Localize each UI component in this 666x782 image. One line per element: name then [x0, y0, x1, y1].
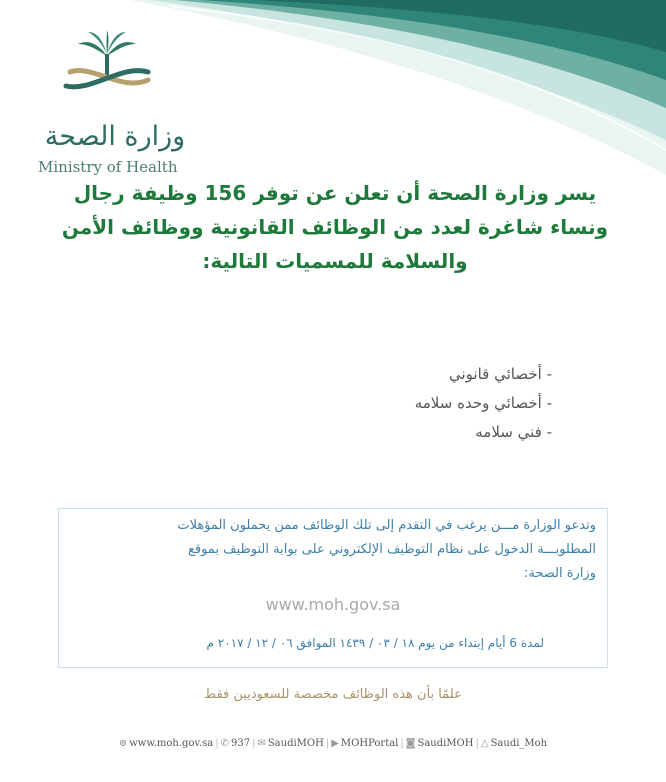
footer-contacts: [40, 738, 626, 749]
footer-twitter-label: SaudiMOH: [267, 738, 324, 749]
notice-website-link[interactable]: www.moh.gov.sa: [265, 595, 401, 614]
job-title-item: - أخصائي قانوني: [449, 365, 552, 383]
instagram-icon: ◙: [405, 738, 416, 749]
footer-instagram[interactable]: [406, 738, 474, 749]
logo-arabic-name: وزارة الصحة: [44, 121, 186, 152]
footer-website[interactable]: [119, 738, 213, 749]
twitter-icon: ✉: [257, 738, 266, 749]
headline-line: ونساء شاغرة لعدد من الوظائف القانونية ووظائف الأمن: [61, 215, 609, 239]
footer-divider: |: [252, 738, 256, 749]
saudi-only-note: علمًا بأن هذه الوظائف مخصصة للسعوديين فقط: [204, 687, 462, 702]
footer-phone[interactable]: [221, 738, 250, 749]
job-title-item: - أخصائي وحده سلامه: [414, 394, 552, 412]
announcement-headline: [40, 176, 630, 278]
footer-twitter[interactable]: [257, 738, 323, 749]
footer-divider: |: [325, 738, 330, 749]
notice-line: وزارة الصحة:: [524, 566, 596, 581]
footer-youtube-label: MOHPortal: [340, 738, 399, 749]
snapchat-icon: △: [480, 738, 489, 749]
footer-phone-label: 937: [230, 738, 251, 749]
youtube-icon: ▶: [331, 738, 339, 749]
footer-divider: |: [215, 738, 219, 749]
headline-line: والسلامة للمسميات التالية:: [202, 249, 468, 273]
globe-icon: ⊕: [118, 738, 128, 749]
notice-text: [70, 514, 596, 586]
footer-divider: |: [475, 738, 479, 749]
job-titles-list: [300, 360, 552, 447]
application-period: لمدة 6 أيام إبتداء من يوم ١٨ / ٠٣ / ١٤٣٩ الموافق ٠٦ / ١٢ / ٢٠١٧ م: [206, 636, 544, 650]
headline-line: يسر وزارة الصحة أن تعلن عن توفر 156 وظيفة رجال: [73, 181, 597, 205]
footer-website-label: www.moh.gov.sa: [129, 738, 214, 749]
footer-youtube[interactable]: [331, 738, 398, 749]
footer-snapchat[interactable]: [481, 738, 547, 749]
logo-english-name: Ministry of Health: [38, 158, 178, 176]
notice-line: المطلوبـــة الدخول على نظام التوظيف الإلكتروني على بوابة التوظيف بموقع: [187, 542, 596, 557]
footer-snapchat-label: Saudi_Moh: [490, 738, 548, 749]
ministry-logo: [30, 30, 200, 176]
job-title-item: - فني سلامه: [475, 423, 552, 441]
notice-line: وتدعو الوزارة مـــن يرغب في التقدم إلى تلك الوظائف ممن يحملون المؤهلات: [177, 518, 596, 533]
palm-emblem-icon: [52, 30, 162, 100]
phone-icon: ✆: [220, 738, 229, 749]
footer-instagram-label: SaudiMOH: [417, 738, 474, 749]
footer-divider: |: [400, 738, 404, 749]
